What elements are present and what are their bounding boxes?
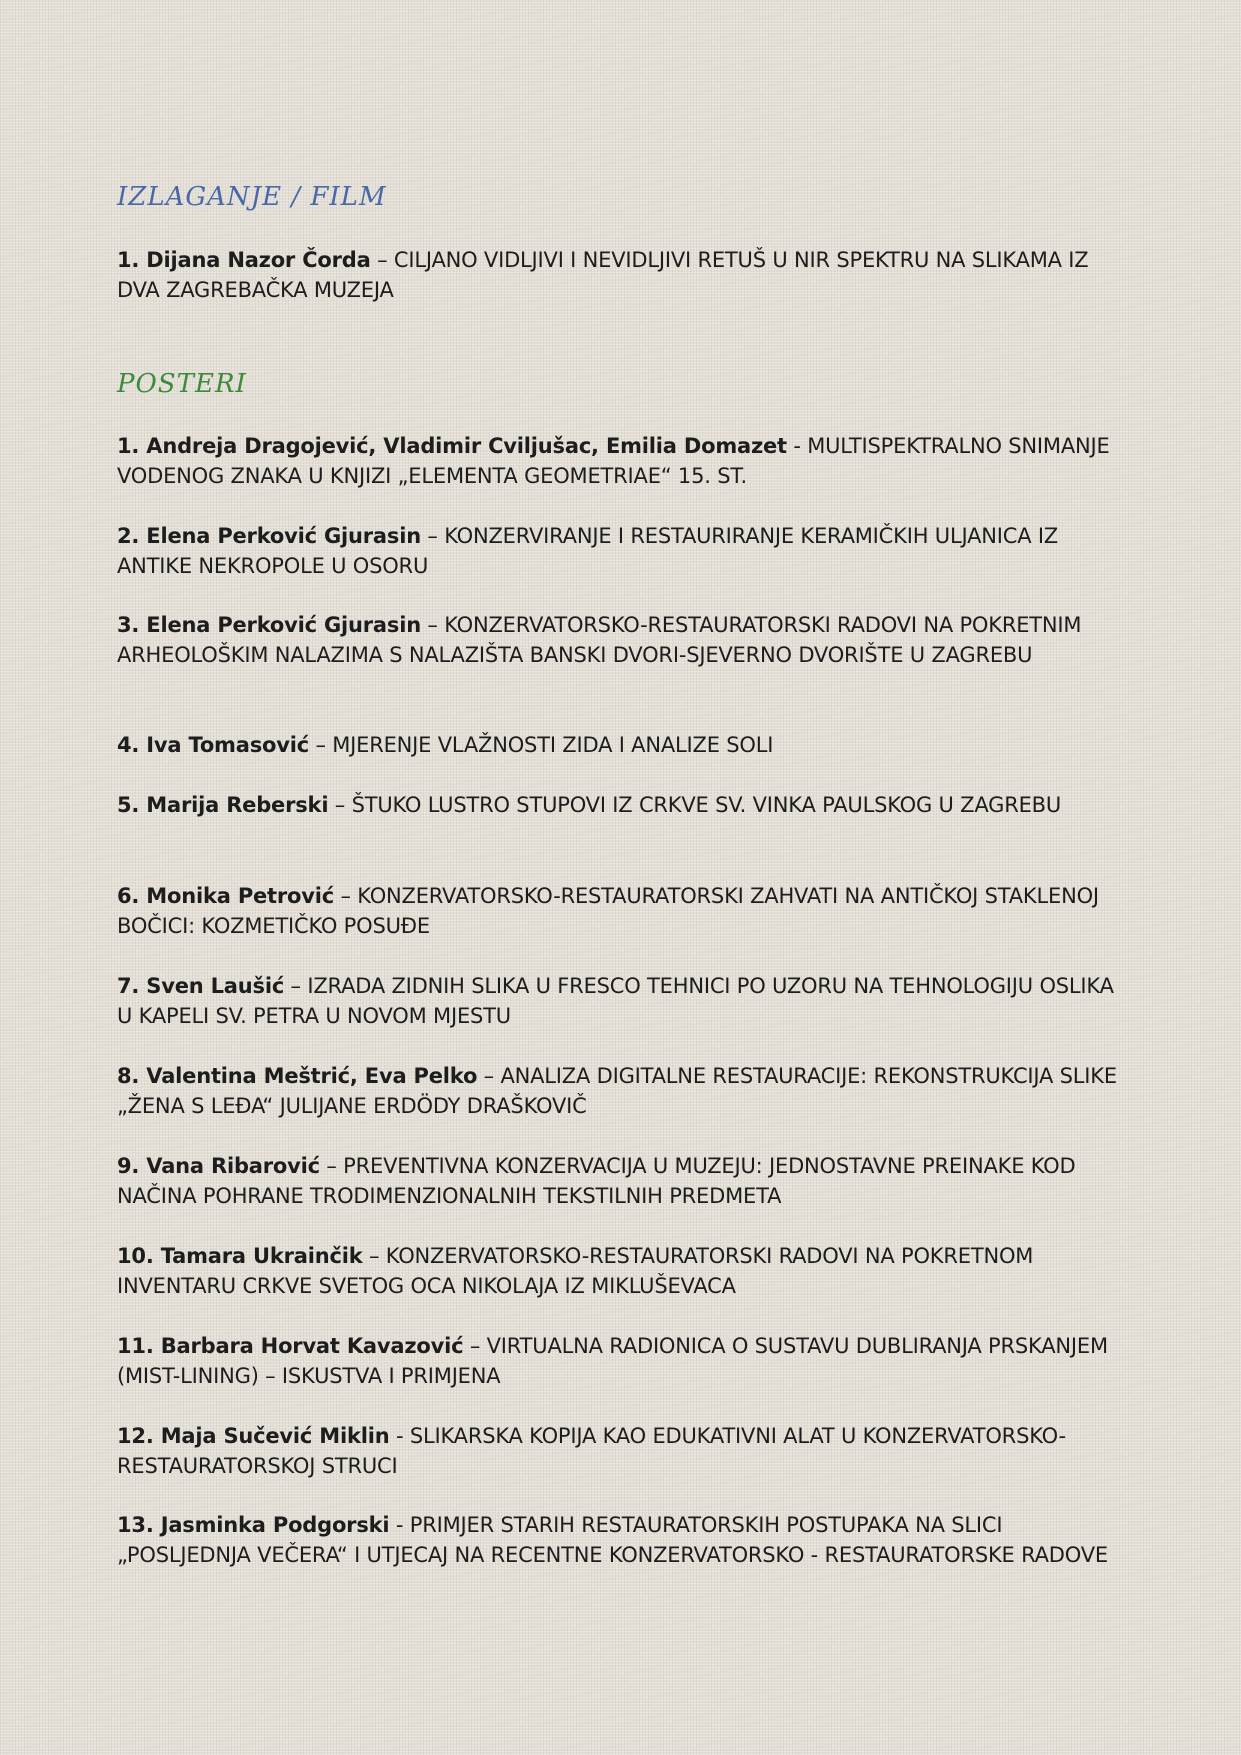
izlaganje-entry-1 bbox=[117, 245, 1127, 305]
entry-separator: – bbox=[477, 1064, 501, 1088]
poster-entry-11 bbox=[117, 1331, 1127, 1391]
entry-separator: - bbox=[786, 434, 808, 458]
entry-separator: – bbox=[319, 1154, 344, 1178]
entry-title: ANALIZA DIGITALNE RESTAURACIJE: REKONSTRUKCIJA SLIKE „ŽENA S LEĐA“ JULIJANE ERDÖDY DRAŠKOVIČ bbox=[117, 1064, 1117, 1118]
entry-separator: – bbox=[362, 1244, 386, 1268]
section-heading-izlaganje: IZLAGANJE / FILM bbox=[117, 182, 387, 212]
entry-author: 2. Elena Perković Gjurasin bbox=[117, 524, 421, 548]
entry-author: 8. Valentina Meštrić, Eva Pelko bbox=[117, 1064, 478, 1088]
section-heading-posteri: POSTERI bbox=[117, 369, 247, 399]
entry-separator: – bbox=[334, 884, 358, 908]
entry-title: MJERENJE VLAŽNOSTI ZIDA I ANALIZE SOLI bbox=[332, 733, 774, 757]
entry-author: 13. Jasminka Podgorski bbox=[117, 1513, 390, 1537]
entry-title: IZRADA ZIDNIH SLIKA U FRESCO TEHNICI PO UZORU NA TEHNOLOGIJU OSLIKA U KAPELI SV. PETRA U NOVOM MJESTU bbox=[117, 974, 1114, 1028]
poster-entry-13 bbox=[117, 1510, 1127, 1570]
entry-author: 6. Monika Petrović bbox=[117, 884, 335, 908]
poster-entry-1 bbox=[117, 431, 1127, 491]
entry-title: ŠTUKO LUSTRO STUPOVI IZ CRKVE SV. VINKA PAULSKOG U ZAGREBU bbox=[351, 793, 1062, 817]
entry-author: 10. Tamara Ukrainčik bbox=[117, 1244, 363, 1268]
entry-title: PREVENTIVNA KONZERVACIJA U MUZEJU: JEDNOSTAVNE PREINAKE KOD NAČINA POHRANE TRODIMENZIONALNIH TEKSTILNIH PREDMETA bbox=[117, 1154, 1076, 1208]
poster-entry-10 bbox=[117, 1241, 1127, 1301]
entry-title: KONZERVIRANJE I RESTAURIRANJE KERAMIČKIH ULJANICA IZ ANTIKE NEKROPOLE U OSORU bbox=[117, 524, 1059, 578]
poster-entry-12 bbox=[117, 1421, 1127, 1481]
entry-separator: – bbox=[420, 524, 445, 548]
entry-author: 3. Elena Perković Gjurasin bbox=[117, 613, 421, 637]
entry-separator: - bbox=[389, 1513, 410, 1537]
entry-separator: – bbox=[463, 1334, 487, 1358]
entry-separator: – bbox=[308, 733, 333, 757]
entry-author: 7. Sven Laušić bbox=[117, 974, 285, 998]
entry-author: 12. Maja Sučević Miklin bbox=[117, 1424, 390, 1448]
entry-author: 4. Iva Tomasović bbox=[117, 733, 309, 757]
entry-author: 5. Marija Reberski bbox=[117, 793, 329, 817]
entry-title: KONZERVATORSKO-RESTAURATORSKI ZAHVATI NA ANTIČKOJ STAKLENOJ BOČICI: KOZMETIČKO POSUĐE bbox=[117, 884, 1099, 938]
poster-entry-5 bbox=[117, 790, 1127, 820]
entry-title: MULTISPEKTRALNO SNIMANJE VODENOG ZNAKA U KNJIZI „ELEMENTA GEOMETRIAE“ 15. ST. bbox=[117, 434, 1110, 488]
entry-title: KONZERVATORSKO-RESTAURATORSKI RADOVI NA POKRETNOM INVENTARU CRKVE SVETOG OCA NIKOLAJA IZ MIKLUŠEVACA bbox=[117, 1244, 1034, 1298]
entry-separator: – bbox=[370, 248, 394, 272]
entry-title: SLIKARSKA KOPIJA KAO EDUKATIVNI ALAT U KONZERVATORSKO-RESTAURATORSKOJ STRUCI bbox=[117, 1424, 1066, 1478]
entry-author: 1. Andreja Dragojević, Vladimir Cviljušac, Emilia Domazet bbox=[117, 434, 787, 458]
entry-author: 1. Dijana Nazor Čorda bbox=[117, 248, 371, 272]
entry-title: KONZERVATORSKO-RESTAURATORSKI RADOVI NA POKRETNIM ARHEOLOŠKIM NALAZIMA S NALAZIŠTA BANSKI DVORI-SJEVERNO DVORIŠTE U ZAGREBU bbox=[117, 613, 1082, 667]
entry-separator: – bbox=[420, 613, 445, 637]
poster-entry-7 bbox=[117, 971, 1127, 1031]
entry-title: CILJANO VIDLJIVI I NEVIDLJIVI RETUŠ U NIR SPEKTRU NA SLIKAMA IZ DVA ZAGREBAČKA MUZEJA bbox=[117, 248, 1089, 302]
poster-entry-6 bbox=[117, 881, 1127, 941]
entry-author: 11. Barbara Horvat Kavazović bbox=[117, 1334, 464, 1358]
entry-separator: - bbox=[389, 1424, 410, 1448]
poster-entry-2 bbox=[117, 521, 1127, 581]
entry-title: PRIMJER STARIH RESTAURATORSKIH POSTUPAKA NA SLICI „POSLJEDNJA VEČERA“ I UTJECAJ NA RECENTNE KONZERVATORSKO - RESTAURATORSKE RADOVE bbox=[117, 1513, 1108, 1567]
entry-title: VIRTUALNA RADIONICA O SUSTAVU DUBLIRANJA PRSKANJEM (MIST-LINING) – ISKUSTVA I PRIMJENA bbox=[117, 1334, 1108, 1388]
poster-entry-9 bbox=[117, 1151, 1127, 1211]
entry-separator: – bbox=[284, 974, 308, 998]
poster-entry-3 bbox=[117, 610, 1127, 670]
poster-entry-4 bbox=[117, 730, 1127, 760]
poster-entry-8 bbox=[117, 1061, 1127, 1121]
entry-author: 9. Vana Ribarović bbox=[117, 1154, 320, 1178]
entry-separator: – bbox=[328, 793, 352, 817]
